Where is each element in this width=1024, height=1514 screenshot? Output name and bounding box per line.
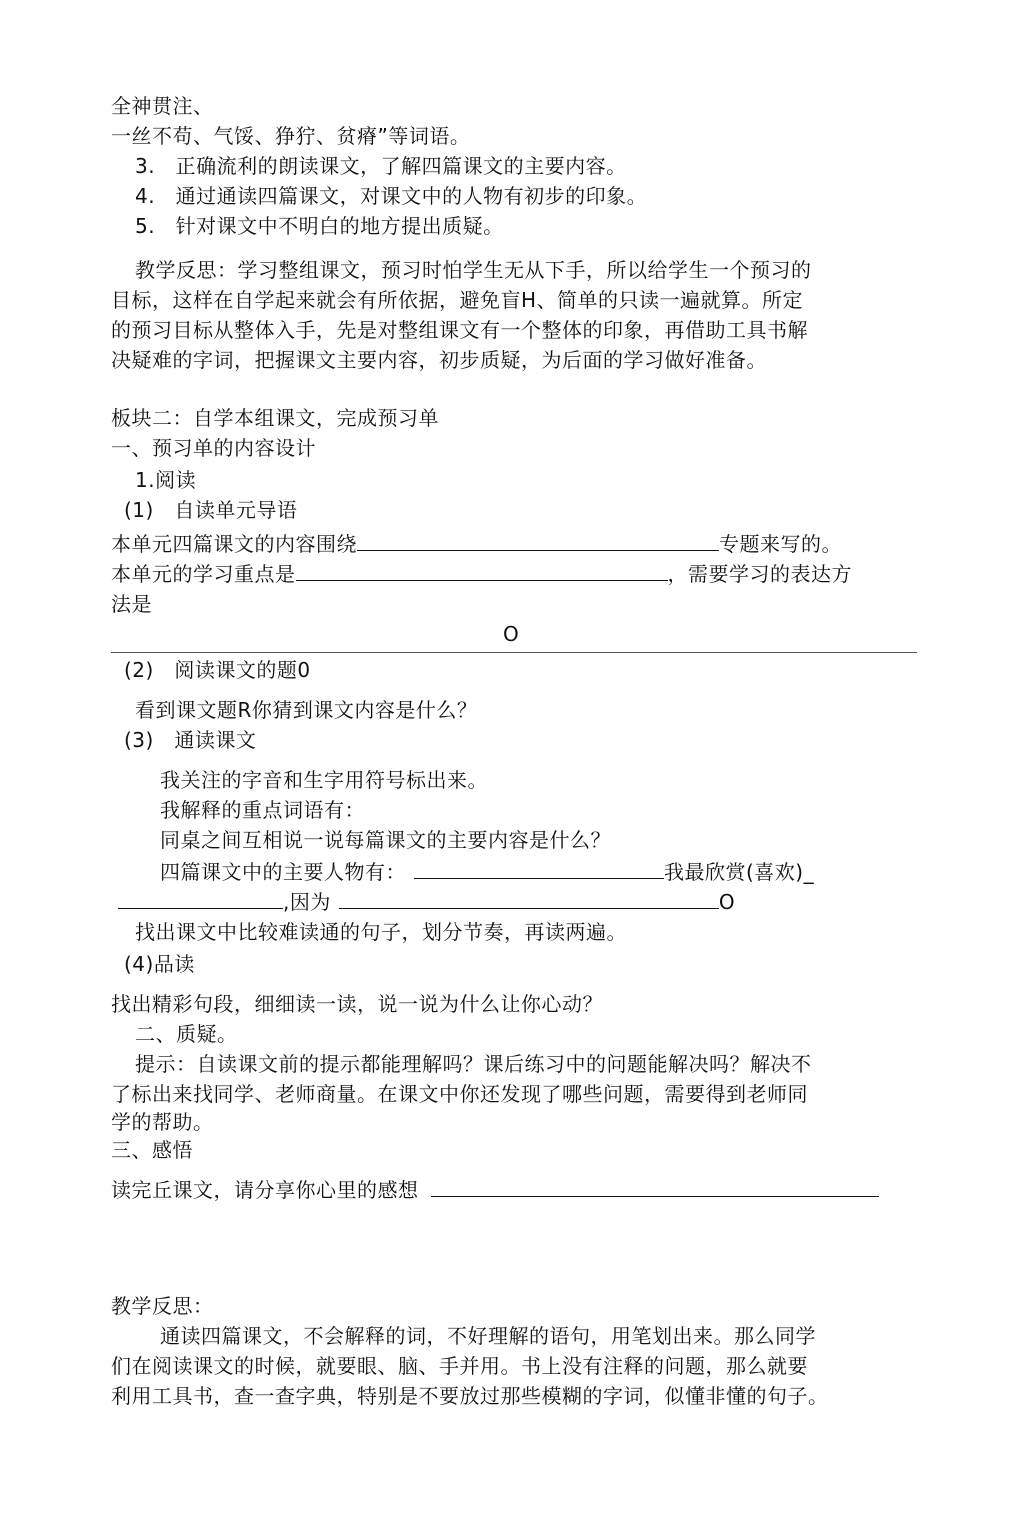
fill-label: 本单元的学习重点是 [111, 562, 296, 586]
task-line: 同桌之间互相说一说每篇课文的主要内容是什么？ [160, 828, 611, 852]
fill-label: ,因为 [283, 890, 331, 914]
hint-paragraph: 学的帮助。 [111, 1110, 214, 1134]
answer-blank[interactable] [118, 888, 283, 909]
task-line: 找出课文中比较难读通的句子，划分节奏，再读两遍。 [135, 920, 627, 944]
reflection-title: 教学反思： [111, 1294, 214, 1318]
reflection-paragraph: 教学反思：学习整组课文，预习时怕学生无从下手，所以给学生一个预习的 [135, 258, 812, 282]
list-item: 4. 通过通读四篇课文，对课文中的人物有初步的印象。 [135, 184, 648, 208]
reflection-paragraph: 决疑难的字词，把握课文主要内容，初步质疑，为后面的学习做好准备。 [111, 348, 767, 372]
fill-label: 专题来写的。 [719, 532, 842, 556]
reflection-paragraph: 们在阅读课文的时候，就要眼、脑、手并用。书上没有注释的问题，那么就要 [111, 1354, 808, 1378]
reflection-paragraph: 的预习目标从整体入手，先是对整组课文有一个整体的印象，再借助工具书解 [111, 318, 808, 342]
fill-in-line [111, 560, 852, 588]
section-heading: 一、预习单的内容设计 [111, 436, 316, 460]
fill-in-line [111, 1176, 879, 1204]
section-heading: 板块二：自学本组课文，完成预习单 [111, 406, 439, 430]
fill-in-line [118, 888, 735, 916]
fill-label: 我最欣赏(喜欢)_ [664, 860, 815, 884]
answer-blank[interactable] [296, 560, 668, 581]
question: 看到课文题R你猜到课文内容是什么？ [135, 698, 478, 722]
answer-blank[interactable] [414, 858, 664, 879]
answer-line[interactable] [111, 652, 917, 653]
fill-in-line [160, 858, 814, 886]
hint-paragraph: 提示：自读课文前的提示都能理解吗？课后练习中的问题能解决吗？解决不 [135, 1052, 812, 1076]
subheading: (3) 通读课文 [124, 728, 257, 752]
fill-label: 本单元四篇课文的内容围绕 [111, 532, 357, 556]
fill-label: 四篇课文中的主要人物有： [160, 860, 406, 884]
subheading: (2) 阅读课文的题0 [124, 658, 311, 682]
subheading: 1.阅读 [135, 468, 197, 492]
section-heading: 三、感悟 [111, 1138, 193, 1162]
reflection-paragraph: 利用工具书，查一查字典，特别是不要放过那些模糊的字词，似懂非懂的句子。 [111, 1384, 829, 1408]
hint-paragraph: 了标出来找同学、老师商量。在课文中你还发现了哪些问题，需要得到老师同 [111, 1082, 808, 1106]
fill-label: 读完丘课文，请分享你心里的感想 [111, 1178, 419, 1202]
reflection-paragraph: 目标，这样在自学起来就会有所依据，避免盲H、简单的只读一遍就算。所定 [111, 288, 804, 312]
answer-blank[interactable] [339, 888, 719, 909]
question: 找出精彩句段，细细读一读，说一说为什么让你心动？ [111, 992, 603, 1016]
list-item: 5. 针对课文中不明白的地方提出质疑。 [135, 214, 504, 238]
section-heading: 二、质疑。 [135, 1022, 238, 1046]
task-line: 我关注的字音和生字用符号标出来。 [160, 768, 488, 792]
fill-label: ，需要学习的表达方 [667, 562, 852, 586]
text-line: 法是 [111, 592, 152, 616]
answer-blank[interactable] [357, 530, 719, 551]
task-line: 我解释的重点词语有： [160, 798, 365, 822]
reflection-paragraph: 通读四篇课文，不会解释的词，不好理解的语句，用笔划出来。那么同学 [160, 1324, 816, 1348]
answer-blank[interactable] [431, 1176, 879, 1197]
text-line: 全神贯注、 [111, 94, 214, 118]
subheading: (1) 自读单元导语 [124, 498, 298, 522]
fill-in-line [111, 530, 842, 558]
circle-mark: O [503, 622, 520, 646]
list-item: 3. 正确流利的朗读课文，了解四篇课文的主要内容。 [135, 154, 627, 178]
fill-label: O [718, 890, 736, 914]
subheading: (4)品读 [124, 952, 195, 976]
text-line: 一丝不苟、气馁、狰狞、贫瘠”等词语。 [111, 124, 471, 148]
